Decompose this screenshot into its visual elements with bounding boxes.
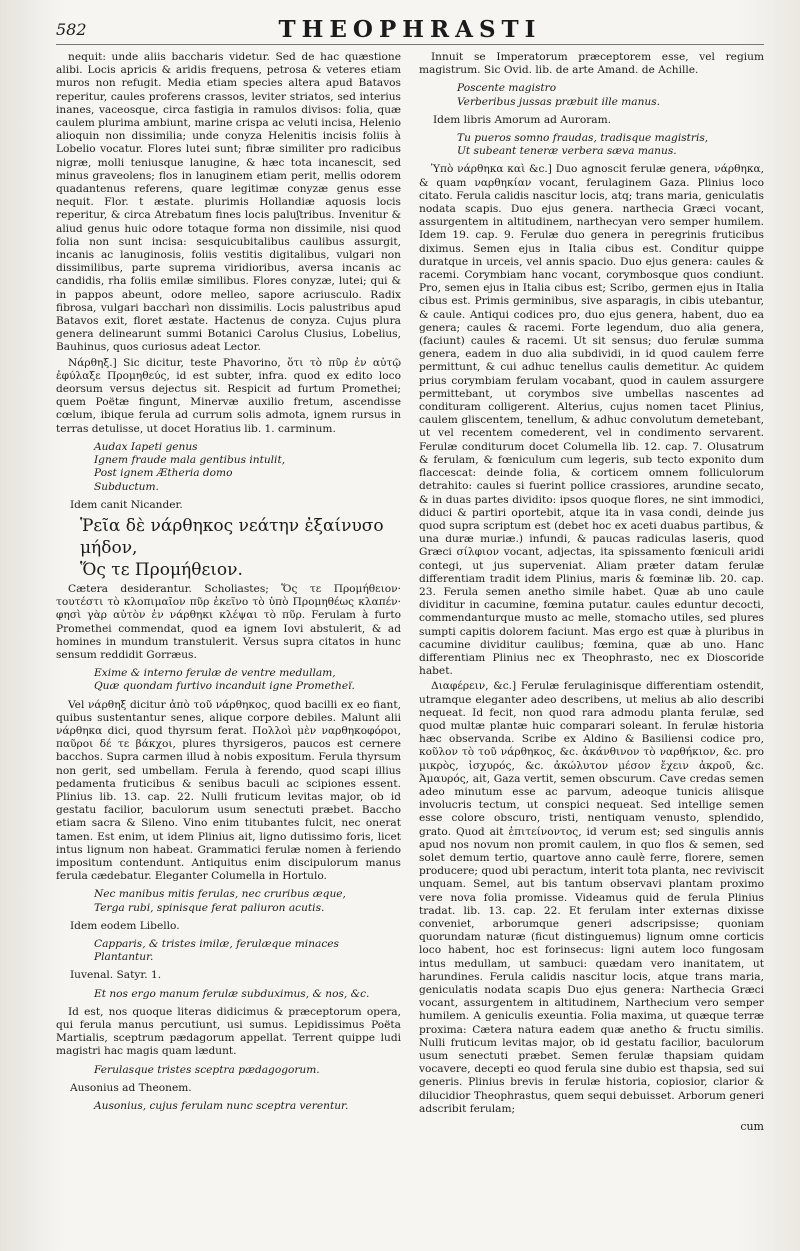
verse-line: Subductum. bbox=[94, 480, 159, 493]
paragraph: Ὑπὸ νάρθηκα καὶ &c.] Duo agnoscit ferulæ genera, νάρθηκα, & quam ναρθηκίαν vocant, ferulaginem Gaza. Plinius loco citato. Ferula calidis nascitur locis, atq; trans maria, geniculatis nodata scapis. Duo ejus genera. narthecia Græci vocant, assurgentem in altitudinem, narthecyan vero semper humilem. Idem 19. cap. 9. Ferulæ duo genera in peregrinis fruticibus diximus. Semen ejus in Italia cibus est. Conditur quippe duratque in urceis, vel annis spacio. Duo ejus genera: caules & racemi. Corymbiam hanc vocant, corymbosque quos condiunt. Pro, semen ejus in Italia cibus est; Scribo, germen ejus in Italia cibus est. Primis germinibus, sive asparagis, in cibis utebantur, & caule. Antiqui codices pro, duo ejus genera, habent, duo ea genera; caules & racemi. Forte legendum, duo alia genera, (faciunt) caules & racemi. Ut sit sensus; duo ferulæ summa genera, eadem in duo alia subdividi, in id quod caulem ferre permittunt, & cui adhuc tenellus caulis demetitur. Ac quidem prius corymbiam ferulam vocabant, quod in caulem assurgere permittebant, ut corymbos sive umbellas nascentes ad condituram colligerent. Alterius, cujus nomen tacet Plinius, caulem gliscentem, tenellum, & adhuc convolutum demetebant, ut vel recentem comederent, vel in condimento servarent. Ferulæ conditurum docet Columella lib. 12. cap. 7. Olusatrum & ferulam, & fœniculum cum legeris, sub tecto exponito dum flaccescat: deinde folia, & corticem omnem folliculorum detrahito: caules si fuerint pollice crassiores, arundine secato, & in duas partes dividito: ipsos quoque flores, ne sint immodici, diduci & partiri oportebit, atque ita in vasa condi, deinde jus quod supra scriptum est (debet hoc ex aceti duabus partibus, & una duræ muriæ.) infundi, & paucas radiculas laseris, quod Græci σίλφιον vocant, adjectas, ita spissamento fœniculi aridi contegi, ut jus superveniat. Aliam præter datam ferulæ differentiam tradit idem Plinius, maris & fœminæ lib. 20. cap. 23. Ferula semen anetho simile habet. Quæ ab uno caule dividitur in cacumine, fœmina putatur. caules eduntur decocti, commendanturque musto ac melle, stomacho utiles, sed plures sumpti capitis dolorem faciunt. Mas ergo est quæ à pluribus in cacumine dividitur caulibus; fœmina, quæ ab uno. Hanc differentiam Plinius nec ex Theophrasto, nec ex Dioscoride habet. bbox=[419, 163, 764, 678]
paragraph: Vel νάρθηξ dicitur ἀπὸ τοῦ νάρθηκος, quod bacilli ex eo fiant, quibus sustentantur senes, alique corpore debiles. Malunt alii νάρθηκα dici, quod thyrsum ferat. Πολλοὶ μὲν ναρθηκοφόροι, παῦροι δέ τε βάκχοι, plures thyrsigeros, paucos est cernere bacchos. Supra carmen illud à nobis expositum. Ferula thyrsum non gerit, sed umbellam. Ferula à ferendo, quod scapi illius pedamenta fruticibus & senibus baculi ac scipiones essent. Plinius lib. 13. cap. 22. Nulli fruticum levitas major, ob id gestatu facilior, baculorum usum senectuti præbet. Baccho etiam sacra & Sileno. Vino enim titubantes fulcit, nec onerat tamen. Est enim, ut idem Plinius ait, ligno dutissimo foris, licet intus lignum non habeat. Grammatici ferulæ nomen à feriendo impositum contendunt. Antiquitus enim discipulorum manus ferula cædebatur. Eleganter Columella in Hortulo. bbox=[56, 698, 401, 883]
verse-line: Ut subeant teneræ verbera sæva manus. bbox=[457, 145, 677, 158]
left-column bbox=[56, 51, 401, 1118]
citation-label: Ausonius ad Theonem. bbox=[70, 1081, 192, 1094]
verse-line: Plantantur. bbox=[94, 951, 154, 964]
verse-line: Post ignem Ætheria domo bbox=[94, 467, 233, 480]
verse-quote bbox=[94, 1064, 401, 1077]
right-column bbox=[419, 51, 764, 1118]
citation-label: Iuvenal. Satyr. 1. bbox=[70, 969, 162, 982]
paragraph: Id est, nos quoque literas didicimus & præceptorum opera, qui ferula manus percutiunt, usi sumus. Lepidissimus Poëta Martialis, sceptrum pædagorum appellat. Terrent quippe ludi magistri hac magis quam lædunt. bbox=[56, 1005, 401, 1058]
verse-quote bbox=[457, 82, 764, 108]
verse-line: Exime & interno ferulæ de ventre medullam, bbox=[94, 667, 336, 680]
verse-quote bbox=[94, 441, 401, 494]
verse-quote bbox=[457, 132, 764, 158]
catchword: cum bbox=[740, 1120, 764, 1134]
verse-line: Nec manibus mitis ferulas, nec cruribus æque, bbox=[94, 888, 346, 901]
verse-line: Et nos ergo manum ferulæ subduximus, & nos, &c. bbox=[94, 987, 370, 1000]
verse-quote bbox=[94, 938, 401, 964]
verse-line: Capparis, & tristes imilæ, ferulæque minaces bbox=[94, 937, 339, 950]
verse-line: Audax Iapeti genus bbox=[94, 440, 198, 453]
verse-line: Ferulasque tristes sceptra pædagogorum. bbox=[94, 1063, 320, 1076]
verse-line: Ignem fraude mala gentibus intulit, bbox=[94, 454, 286, 467]
verse-line: Terga rubi, spinisque ferat paliuron acutis. bbox=[94, 901, 325, 914]
verse-quote bbox=[94, 1100, 401, 1113]
verse-line: Ὅς τε Προμήθειον. bbox=[80, 559, 243, 580]
verse-line: Verberibus jussas præbuit ille manus. bbox=[457, 95, 661, 108]
paragraph: Cætera desiderantur. Scholiastes; Ὅς τε Προμήθειον· τουτέστι τὸ κλοπιμαῖον πῦρ ἐκεῖνο τὸ ὑπὸ Προμηθέως κλαπέν· φησὶ γὰρ αὐτὸν ἐν νάρθηκι κλέψαι τὸ πῦρ. Ferulam à furto Promethei commendat, quod ea ignem Iovi abstulerit, & ad homines in mundum transtulerit. Versus supra citatos in hunc sensum reddidit Gorræus. bbox=[56, 582, 401, 661]
citation-label: Idem canit Nicander. bbox=[70, 498, 183, 511]
verse-line: Poscente magistro bbox=[457, 82, 557, 95]
paragraph: Διαφέρειν, &c.] Ferulæ ferulaginisque differentiam ostendit, utramque eleganter adeo describens, ut melius ab alio describi nequeat. Id fecit, non quod rara admodu planta ferulæ, sed quod multæ plantæ huic comparari soleant. In ferulæ historia hæc observanda. Scribe ex Aldino & Basiliensi codice pro, κοῦλον τὸ τοῦ νάρθηκος, &c. ἀκάνθινον τὸ ναρθήκιον, &c. pro μικρὸς, ἰσχυρός, &c. ἀκώλυτον μέσον ἔχειν ἀκροῦ, &c. Ἀμαυρός, ait, Gaza vertit, semen obscurum. Cave credas semen adeo minutum esse ac parvum, adeoque tunicis aliisque involucris tectum, ut conspici nequeat. Sed intellige semen esse colore obscuro, tristi, nentiquam venusto, splendido, grato. Quod ait ἐπιτείνοντος, id verum est; sed singulis annis apud nos novum non promit caulem, in quo flos & semen, sed solet demum tertio, quartove anno caulè ferre, florere, semen producere; quod ubi peractum, interit tota planta, nec reviviscit unquam. Semel, aut bis tantum observavi plantam proximo vere nova folia promisse. Videamus quid de ferula Plinius tradat. lib. 13. cap. 22. Et ferulam inter externas dixisse conveniet, arborumque generi adscripsisse; quoniam quorundam naturæ (ficut distinguemus) lignum omne corticis loco habent, hoc est forinsecus: ligni autem loco fungosam intus medullam, ut sambuci: quædam vero inanitatem, ut harundines. Ferula calidis nascitur locis, atque trans maria, geniculatis nodata scapis Duo ejus genera: Narthecia Græci vocant, assurgentem in altitudinem, Narthecium vero semper humilem. A geniculis exeuntia. Folia maxima, ut quæque terræ proxima: Cætera natura eadem quæ anetho & fructu similis. Nulli fruticum levitas major, ob id gestatu facilior, baculorum usum senectuti præbet. Semen ferulæ thapsiam quidam vocavere, decepti eo quod ferula sine dubio est thapsia, sed sui generis. Plinius brevis in ferulæ historia, copiosior, clarior & dilucidior Theophrastus, quem sequi debuisset. Arborum generi adscribit ferulam; bbox=[419, 680, 764, 1115]
verse-line: Tu pueros somno fraudas, tradisque magistris, bbox=[457, 132, 709, 145]
paragraph: Innuit se Imperatorum præceptorem esse, vel regium magistrum. Sic Ovid. lib. de arte Amand. de Achille. bbox=[419, 51, 764, 77]
verse-line: Ausonius, cujus ferulam nunc sceptra verentur. bbox=[94, 1100, 349, 1113]
paragraph: Νάρθηξ.] Sic dicitur, teste Phavorino, ὅτι τὸ πῦρ ἐν αὐτῷ ἐφύλαξε Προμηθεύς, id est subter, infra. quod ex edito loco deorsum versus dejectus sit. Respicit ad furtum Promethei; quem Poëtæ fingunt, Minervæ auxilio fretum, ascendisse cœlum, ibique ferula ad currum solis admota, ignem rursus in terras detulisse, ut docet Horatius lib. 1. carminum. bbox=[56, 356, 401, 435]
greek-quote bbox=[80, 515, 401, 581]
citation-label: Idem libris Amorum ad Auroram. bbox=[433, 113, 612, 126]
page-header bbox=[56, 14, 764, 45]
page-number: 582 bbox=[56, 20, 87, 39]
text-columns bbox=[56, 51, 764, 1118]
verse-quote bbox=[94, 888, 401, 914]
verse-line: Ῥεῖα δὲ νάρθηκος νεάτην ἐξαίνυσο μήδον, bbox=[80, 515, 384, 558]
verse-line: Quæ quondam furtivo incanduit igne Prometheï. bbox=[94, 680, 355, 693]
running-title: THEOPHRASTI bbox=[278, 16, 542, 43]
paragraph: nequit: unde aliis baccharis videtur. Sed de hac quæstione alibi. Locis apricis & aridis frequens, petrosa & veteres etiam muros non refugit. Media etiam species altera apud Batavos reperitur, caules proferens crassos, leviter striatos, sed interius inanes, vaceosque, circa fastigia in ramulos divisos: folia, quæ caulem plurima ambiunt, marine crispa ac veluti incisa, Helenio alioquin non dissimilia; unde conyza Helenitis incisis foliis à Lobelio vocatur. Flores lutei sunt; fibræ similiter pro radicibus nigræ, molli teniusque lanugine, & hæc tota incanescit, sed minus graveolens; flos in lanuginem etiam perit, mellis odorem quadantenus referens, quare legitimæ conyzæ genus esse nequit. Flor. t æstate. plurimis Hollandiæ aquosis locis reperitur, & circa Atrebatum fines locis paluʃtribus. Invenitur & aliud genus huic odore totaque forma non dissimile, nisi quod folia non sunt incisa: sesquicubitalibus caulibus assurgit, incanis ac lanuginosis, foliis vestitis digitalibus, vulgari non dissimilibus, parte suprema viridioribus, aversa incanis ac candidis, rha foliis emilæ similibus. Flores conyzæ, lutei; qui & in pappos abeunt, odore melleo, sapore acriusculo. Radix fibrosa, vulgari baccharì non dissimilis. Locis palustribus apud Batavos exit, floret æstate. Hactenus de conyza. Cujus plura genera delinearunt summi Botanici Carolus Clusius, Lobelius, Bauhinus, quos curiosus adeat Lector. bbox=[56, 51, 401, 354]
citation-label: Idem eodem Libello. bbox=[70, 919, 180, 932]
verse-quote bbox=[94, 988, 401, 1001]
verse-quote bbox=[94, 667, 401, 693]
